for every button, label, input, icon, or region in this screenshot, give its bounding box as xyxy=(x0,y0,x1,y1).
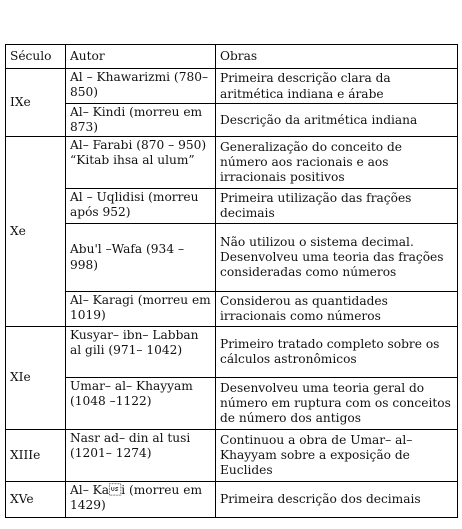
works-cell: Generalização do conceito de número aos racionais e aos irracionais positivos xyxy=(216,136,458,188)
author-cell: Umar– al– Khayyam (1048 –1122) xyxy=(66,377,216,429)
works-cell: Considerou as quantidades irracionais como números xyxy=(216,291,458,326)
table-row xyxy=(6,188,458,223)
century-cell: XVe xyxy=(6,481,66,517)
table-row xyxy=(6,429,458,481)
works-cell: Primeira descrição dos decimais xyxy=(216,481,458,517)
author-cell: Nasr ad– din al tusi (1201– 1274) xyxy=(66,429,216,481)
table-row xyxy=(6,481,458,517)
author-cell: Abu'l –Wafa (934 – 998) xyxy=(66,223,216,291)
author-cell: Al– Farabi (870 – 950) “Kitab ihsa al ulum” xyxy=(66,136,216,188)
header-century: Século xyxy=(6,45,66,69)
author-cell: Kusyar– ibn– Labban al gili (971– 1042) xyxy=(66,326,216,377)
header-works: Obras xyxy=(216,45,458,69)
table-row xyxy=(6,136,458,188)
works-cell: Primeira descrição clara da aritmética indiana e árabe xyxy=(216,69,458,104)
table-row xyxy=(6,291,458,326)
author-cell: Al– Karagi (morreu em 1019) xyxy=(66,291,216,326)
century-cell: Xe xyxy=(6,136,66,326)
table-row xyxy=(6,69,458,104)
table-row xyxy=(6,104,458,137)
author-cell: Al – Khawarizmi (780– 850) xyxy=(66,69,216,104)
table-row xyxy=(6,326,458,377)
author-cell: Al– Ka i (morreu em 1429) xyxy=(66,481,216,517)
table-row xyxy=(6,377,458,429)
works-cell: Primeiro tratado completo sobre os cálculos astronômicos xyxy=(216,326,458,377)
century-cell: IXe xyxy=(6,69,66,137)
works-cell: Desenvolveu uma teoria geral do número em ruptura com os conceitos de número dos antigos xyxy=(216,377,458,429)
header-row xyxy=(6,45,458,69)
table-row xyxy=(6,223,458,291)
works-cell: Continuou a obra de Umar– al– Khayyam sobre a exposição de Euclides xyxy=(216,429,458,481)
author-cell: Al– Kindi (morreu em 873) xyxy=(66,104,216,137)
works-cell: Não utilizou o sistema decimal. Desenvolveu uma teoria das frações consideradas como números xyxy=(216,223,458,291)
history-table xyxy=(5,44,458,518)
works-cell: Primeira utilização das frações decimais xyxy=(216,188,458,223)
header-author: Autor xyxy=(66,45,216,69)
century-cell: XIIIe xyxy=(6,429,66,481)
works-cell: Descrição da aritmética indiana xyxy=(216,104,458,137)
author-cell: Al – Uqlidisi (morreu após 952) xyxy=(66,188,216,223)
century-cell: XIe xyxy=(6,326,66,429)
